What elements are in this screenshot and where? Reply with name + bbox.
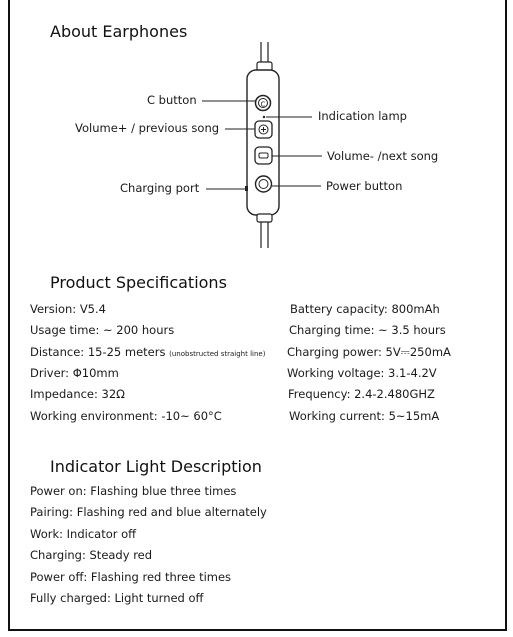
power-button-label: Power button — [326, 179, 403, 193]
c-button-glyph: C — [260, 100, 266, 109]
spec-version: Version: V5.4 — [30, 302, 106, 316]
indicator-work: Work: Indicator off — [30, 527, 137, 541]
indication-lamp-label: Indication lamp — [318, 109, 407, 123]
spec-usage-time: Usage time: ~ 200 hours — [30, 323, 175, 337]
spec-distance — [30, 345, 265, 359]
indication-lamp-dot — [263, 116, 265, 118]
indicator-charging: Charging: Steady red — [30, 548, 153, 562]
indicator-pairing: Pairing: Flashing red and blue alternately — [30, 505, 267, 519]
about-earphones-heading: About Earphones — [50, 22, 188, 41]
indicator-power-on: Power on: Flashing blue three times — [30, 484, 237, 498]
volume-plus-label: Volume+ / previous song — [75, 121, 220, 135]
product-specifications-heading: Product Specifications — [50, 273, 227, 292]
volume-minus-label: Volume- /next song — [327, 149, 439, 163]
volume-minus-button-icon — [255, 147, 272, 164]
remote-body — [247, 70, 279, 215]
spec-distance-note: (unobstructed straight line) — [169, 350, 266, 358]
indicator-power-off: Power off: Flashing red three times — [30, 570, 232, 584]
spec-working-current: Working current: 5~15mA — [289, 409, 440, 423]
spec-driver: Driver: Φ10mm — [30, 366, 119, 380]
spec-distance-value: Distance: 15-25 meters — [30, 345, 166, 359]
spec-impedance: Impedance: 32Ω — [30, 387, 125, 401]
spec-charging-power: Charging power: 5V⎓250mA — [287, 345, 451, 359]
spec-charging-time: Charging time: ~ 3.5 hours — [289, 323, 446, 337]
charging-port-icon — [245, 186, 248, 191]
spec-working-voltage: Working voltage: 3.1-4.2V — [287, 366, 437, 380]
indicator-fully-charged: Fully charged: Light turned off — [30, 591, 204, 605]
c-button-label: C button — [147, 93, 197, 107]
spec-working-environment: Working environment: -10~ 60°C — [30, 409, 222, 423]
spec-battery-capacity: Battery capacity: 800mAh — [290, 302, 440, 316]
spec-frequency: Frequency: 2.4-2.480GHZ — [288, 387, 435, 401]
cable-collar-bottom — [257, 214, 272, 222]
power-button-icon — [256, 176, 272, 192]
charging-port-label: Charging port — [120, 181, 200, 195]
indicator-light-heading: Indicator Light Description — [50, 457, 262, 476]
